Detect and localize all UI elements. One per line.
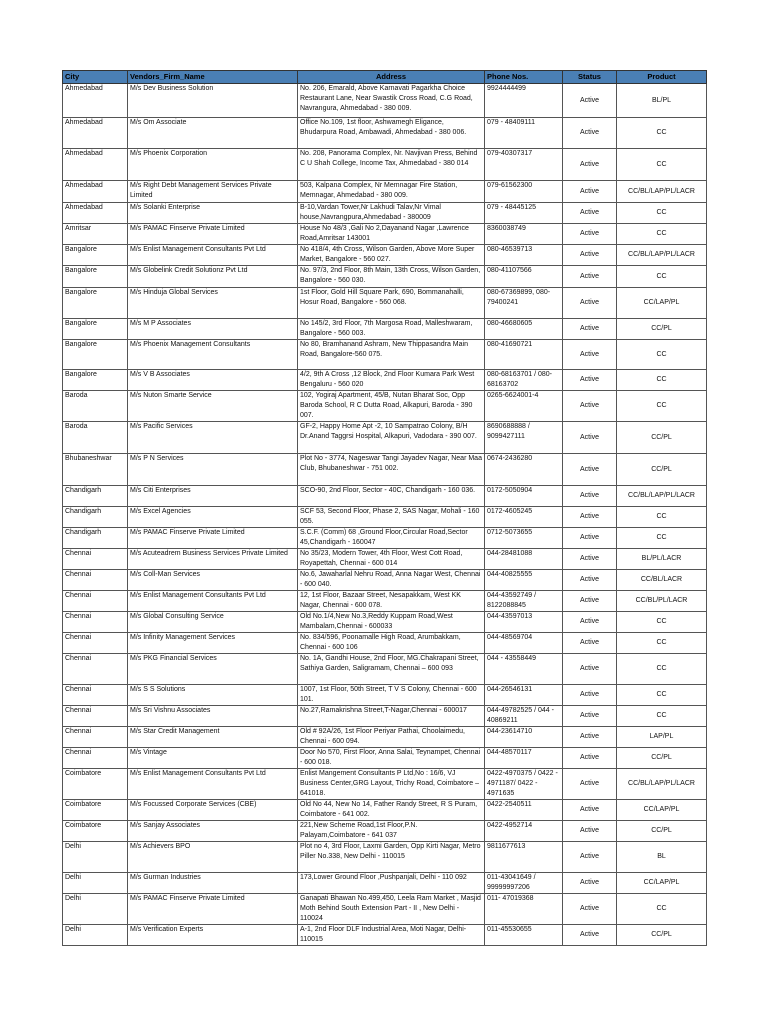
table-row: [63, 800, 707, 821]
cell-product: CC/LAP/PL: [617, 873, 707, 894]
cell-address: No. 834/596, Poonamalle High Road, Arumbakkam, Chennai - 600 106: [298, 633, 485, 654]
cell-product: BL/PL: [617, 84, 707, 118]
cell-phone: 080-46539713: [485, 245, 563, 266]
cell-address: Old No.1/4,New No.3,Reddy Kuppam Road,West Mambalam,Chennai - 600033: [298, 612, 485, 633]
cell-status: Active: [563, 319, 617, 340]
cell-product: CC/BL/PL/LACR: [617, 591, 707, 612]
cell-vendor: M/s Enlist Management Consultants Pvt Ltd: [128, 591, 298, 612]
cell-city: Chennai: [63, 591, 128, 612]
cell-phone: 044-48569704: [485, 633, 563, 654]
cell-city: Chennai: [63, 727, 128, 748]
cell-product: CC/PL: [617, 422, 707, 454]
cell-phone: 079-61562300: [485, 181, 563, 203]
table-row: [63, 370, 707, 391]
cell-address: 221,New Scheme Road,1st Floor,P.N. Palayam,Coimbatore - 641 037: [298, 821, 485, 842]
cell-vendor: M/s Focussed Corporate Services (CBE): [128, 800, 298, 821]
cell-status: Active: [563, 769, 617, 800]
cell-address: No.6, Jawaharlal Nehru Road, Anna Nagar West, Chennai - 600 040.: [298, 570, 485, 591]
cell-vendor: M/s Hinduja Global Services: [128, 288, 298, 319]
cell-product: CC/BL/LAP/PL/LACR: [617, 181, 707, 203]
cell-vendor: M/s Vintage: [128, 748, 298, 769]
cell-phone: 0422-2540511: [485, 800, 563, 821]
cell-vendor: M/s Sanjay Associates: [128, 821, 298, 842]
cell-product: BL/PL/LACR: [617, 549, 707, 570]
cell-city: Bhubaneshwar: [63, 454, 128, 486]
cell-product: CC: [617, 224, 707, 245]
cell-status: Active: [563, 633, 617, 654]
cell-city: Chandigarh: [63, 507, 128, 528]
cell-vendor: M/s Nuton Smarte Service: [128, 391, 298, 422]
cell-status: Active: [563, 245, 617, 266]
header-product: Product: [617, 71, 707, 84]
cell-address: 1007, 1st Floor, 50th Street, T V S Colony, Chennai - 600 101.: [298, 685, 485, 706]
cell-city: Chennai: [63, 654, 128, 685]
cell-vendor: M/s V B Associates: [128, 370, 298, 391]
table-row: [63, 748, 707, 769]
cell-vendor: M/s Coll-Man Services: [128, 570, 298, 591]
cell-product: CC: [617, 149, 707, 181]
cell-status: Active: [563, 266, 617, 288]
cell-city: Bangalore: [63, 319, 128, 340]
cell-city: Chennai: [63, 612, 128, 633]
cell-status: Active: [563, 549, 617, 570]
cell-address: Enlist Mangement Consultants P Ltd,No : 16/6, VJ Business Center,GRG Layout, Trichy Road, Coimbatore – 641018.: [298, 769, 485, 800]
cell-phone: 080-41107566: [485, 266, 563, 288]
cell-vendor: M/s Globelink Credit Solutionz Pvt Ltd: [128, 266, 298, 288]
cell-address: SCO-90, 2nd Floor, Sector - 40C, Chandigarh - 160 036.: [298, 486, 485, 507]
cell-status: Active: [563, 224, 617, 245]
cell-product: CC: [617, 706, 707, 727]
cell-vendor: M/s Verification Experts: [128, 925, 298, 946]
cell-phone: 044-40825555: [485, 570, 563, 591]
cell-status: Active: [563, 873, 617, 894]
cell-address: No. 206, Emarald, Above Karnavati Pagarkha Choice Restaurant Lane, Near Swastik Cross Road, C.G Road, Navrangura, Ahmedabad - 380 009.: [298, 84, 485, 118]
cell-address: No. 208, Panorama Complex, Nr. Navjivan Press, Behind C U Shah College, Income Tax, Ahmedabad - 380 014: [298, 149, 485, 181]
cell-vendor: M/s Dev Business Solution: [128, 84, 298, 118]
cell-product: CC: [617, 391, 707, 422]
cell-vendor: M/s Achievers BPO: [128, 842, 298, 873]
cell-phone: 011- 47019368: [485, 894, 563, 925]
cell-address: GF-2, Happy Home Apt -2, 10 Sampatrao Colony, B/H Dr.Anand Taggrsi Hospital, Alkapuri, Vadodara - 390 007.: [298, 422, 485, 454]
cell-phone: 8690688888 / 9099427111: [485, 422, 563, 454]
cell-phone: 0674-2436280: [485, 454, 563, 486]
cell-city: Chennai: [63, 706, 128, 727]
table-row: [63, 224, 707, 245]
cell-status: Active: [563, 727, 617, 748]
cell-vendor: M/s Global Consulting Service: [128, 612, 298, 633]
cell-city: Chennai: [63, 748, 128, 769]
cell-status: Active: [563, 454, 617, 486]
cell-phone: 080-67369899, 080-79400241: [485, 288, 563, 319]
table-row: [63, 288, 707, 319]
cell-vendor: M/s Phoenix Management Consultants: [128, 340, 298, 370]
table-row: [63, 727, 707, 748]
cell-product: CC: [617, 118, 707, 149]
cell-status: Active: [563, 340, 617, 370]
table-row: [63, 118, 707, 149]
cell-phone: 080-68163701 / 080-68163702: [485, 370, 563, 391]
cell-status: Active: [563, 391, 617, 422]
cell-phone: 044-43592749 / 8122088845: [485, 591, 563, 612]
cell-vendor: M/s M P Associates: [128, 319, 298, 340]
cell-city: Coimbatore: [63, 821, 128, 842]
cell-vendor: M/s Star Credit Management: [128, 727, 298, 748]
cell-vendor: M/s S S Solutions: [128, 685, 298, 706]
cell-phone: 044-26546131: [485, 685, 563, 706]
cell-status: Active: [563, 149, 617, 181]
cell-address: No 80, Bramhanand Ashram, New Thippasandra Main Road, Bangalore-560 075.: [298, 340, 485, 370]
table-row: [63, 821, 707, 842]
table-row: [63, 612, 707, 633]
cell-city: Chennai: [63, 549, 128, 570]
table-row: [63, 422, 707, 454]
cell-product: LAP/PL: [617, 727, 707, 748]
table-row: [63, 549, 707, 570]
cell-city: Bangalore: [63, 245, 128, 266]
cell-status: Active: [563, 203, 617, 224]
cell-phone: 044-49782525 / 044 - 40869211: [485, 706, 563, 727]
header-phone: Phone Nos.: [485, 71, 563, 84]
cell-address: 503, Kalpana Complex, Nr Memnagar Fire Station, Memnagar, Ahmedabad - 380 009.: [298, 181, 485, 203]
cell-product: BL: [617, 842, 707, 873]
cell-status: Active: [563, 370, 617, 391]
table-row: [63, 894, 707, 925]
cell-address: No 145/2, 3rd Floor, 7th Margosa Road, Malleshwaram, Bangalore - 560 003.: [298, 319, 485, 340]
table-row: [63, 925, 707, 946]
table-row: [63, 570, 707, 591]
header-status: Status: [563, 71, 617, 84]
cell-phone: 044-23614710: [485, 727, 563, 748]
cell-address: House No 48/3 ,Gali No 2,Dayanand Nagar ,Lawrence Road,Amritsar 143001: [298, 224, 485, 245]
table-row: [63, 873, 707, 894]
cell-phone: 8360038749: [485, 224, 563, 245]
cell-status: Active: [563, 570, 617, 591]
cell-product: CC/PL: [617, 925, 707, 946]
cell-vendor: M/s PKG Financial Services: [128, 654, 298, 685]
cell-status: Active: [563, 486, 617, 507]
cell-vendor: M/s Excel Agencies: [128, 507, 298, 528]
cell-status: Active: [563, 84, 617, 118]
cell-status: Active: [563, 894, 617, 925]
vendor-list-sheet: [62, 70, 706, 946]
cell-status: Active: [563, 706, 617, 727]
cell-city: Bangalore: [63, 370, 128, 391]
table-row: [63, 486, 707, 507]
cell-product: CC: [617, 894, 707, 925]
cell-phone: 9924444499: [485, 84, 563, 118]
table-row: [63, 149, 707, 181]
cell-vendor: M/s Enlist Management Consultants Pvt Ltd: [128, 769, 298, 800]
cell-address: No 35/23, Modern Tower, 4th Floor, West Cott Road, Royapettah, Chennai - 600 014: [298, 549, 485, 570]
cell-product: CC/BL/LAP/PL/LACR: [617, 245, 707, 266]
cell-city: Coimbatore: [63, 769, 128, 800]
cell-phone: 044-48570117: [485, 748, 563, 769]
table-row: [63, 454, 707, 486]
cell-phone: 011-43041649 / 99999997206: [485, 873, 563, 894]
cell-city: Ahmedabad: [63, 84, 128, 118]
cell-product: CC: [617, 340, 707, 370]
cell-city: Bangalore: [63, 288, 128, 319]
cell-product: CC/LAP/PL: [617, 800, 707, 821]
cell-address: Plot No - 3774, Nageswar Tangi Jayadev Nagar, Near Maa Club, Bhubaneshwar - 751 002.: [298, 454, 485, 486]
cell-address: S.C.F. (Comm) 68 ,Ground Floor,Circular Road,Sector 45,Chandigarh - 160047: [298, 528, 485, 549]
table-row: [63, 181, 707, 203]
cell-address: Old # 92A/26, 1st Floor Periyar Pathai, Choolaimedu, Chennai - 600 094.: [298, 727, 485, 748]
cell-vendor: M/s Solanki Enterprise: [128, 203, 298, 224]
cell-address: 173,Lower Ground Floor ,Pushpanjali, Delhi - 110 092: [298, 873, 485, 894]
cell-city: Coimbatore: [63, 800, 128, 821]
cell-vendor: M/s Citi Enterprises: [128, 486, 298, 507]
cell-status: Active: [563, 612, 617, 633]
cell-address: Ganapati Bhawan No.499,450, Leela Ram Market , Masjid Moth Behind South Extension Part - II , New Delhi - 110024: [298, 894, 485, 925]
cell-product: CC: [617, 685, 707, 706]
cell-vendor: M/s Om Associate: [128, 118, 298, 149]
cell-vendor: M/s PAMAC Finserve Private Limited: [128, 894, 298, 925]
cell-phone: 0422-4970375 / 0422 - 4971187/ 0422 - 4971635: [485, 769, 563, 800]
cell-product: CC/BL/LAP/PL/LACR: [617, 769, 707, 800]
cell-vendor: M/s Gurman Industries: [128, 873, 298, 894]
table-row: [63, 84, 707, 118]
cell-status: Active: [563, 288, 617, 319]
cell-city: Delhi: [63, 873, 128, 894]
header-row: [63, 71, 707, 84]
table-row: [63, 528, 707, 549]
cell-vendor: M/s PAMAC Finserve Private Limited: [128, 224, 298, 245]
cell-city: Chandigarh: [63, 528, 128, 549]
cell-product: CC: [617, 370, 707, 391]
table-row: [63, 340, 707, 370]
cell-status: Active: [563, 591, 617, 612]
cell-address: Office No.109, 1st floor, Ashwamegh Eligance, Bhudarpura Road, Ambawadi, Ahmedabad - 380 006.: [298, 118, 485, 149]
table-row: [63, 591, 707, 612]
cell-status: Active: [563, 800, 617, 821]
cell-product: CC: [617, 203, 707, 224]
cell-product: CC: [617, 528, 707, 549]
cell-product: CC/PL: [617, 319, 707, 340]
cell-city: Delhi: [63, 842, 128, 873]
cell-product: CC/PL: [617, 821, 707, 842]
cell-status: Active: [563, 685, 617, 706]
cell-product: CC/PL: [617, 454, 707, 486]
cell-vendor: M/s Infinity Management Services: [128, 633, 298, 654]
table-row: [63, 507, 707, 528]
cell-address: 1st Floor, Gold Hill Square Park, 690, Bommanahalli, Hosur Road, Bangalore - 560 068.: [298, 288, 485, 319]
cell-product: CC: [617, 266, 707, 288]
cell-phone: 044 - 43558449: [485, 654, 563, 685]
table-row: [63, 319, 707, 340]
cell-city: Baroda: [63, 391, 128, 422]
cell-product: CC: [617, 654, 707, 685]
cell-address: No. 97/3, 2nd Floor, 8th Main, 13th Cross, Wilson Garden, Bangalore - 560 030.: [298, 266, 485, 288]
cell-city: Chennai: [63, 570, 128, 591]
cell-address: 4/2, 9th A Cross ,12 Block, 2nd Floor Kumara Park West Bengaluru - 560 020: [298, 370, 485, 391]
cell-address: No.27,Ramakrishna Street,T-Nagar,Chennai - 600017: [298, 706, 485, 727]
cell-product: CC/LAP/PL: [617, 288, 707, 319]
cell-vendor: M/s Phoenix Corporation: [128, 149, 298, 181]
cell-phone: 9811677613: [485, 842, 563, 873]
cell-product: CC: [617, 633, 707, 654]
cell-address: B-10,Vardan Tower,Nr Lakhudi Talav,Nr Vimal house,Navrangpura,Ahmedabad - 380009: [298, 203, 485, 224]
cell-city: Ahmedabad: [63, 203, 128, 224]
table-row: [63, 842, 707, 873]
cell-address: A-1, 2nd Floor DLF Industrial Area, Moti Nagar, Delhi-110015: [298, 925, 485, 946]
cell-vendor: M/s PAMAC Finserve Private Limited: [128, 528, 298, 549]
cell-status: Active: [563, 507, 617, 528]
cell-vendor: M/s Right Debt Management Services Private Limited: [128, 181, 298, 203]
cell-city: Delhi: [63, 925, 128, 946]
cell-city: Bangalore: [63, 340, 128, 370]
cell-status: Active: [563, 842, 617, 873]
cell-address: No 418/4, 4th Cross, Wilson Garden, Above More Super Market, Bangalore - 560 027.: [298, 245, 485, 266]
table-row: [63, 654, 707, 685]
cell-address: SCF 53, Second Floor, Phase 2, SAS Nagar, Mohali - 160 055.: [298, 507, 485, 528]
cell-address: Old No 44, New No 14, Father Randy Street, R S Puram, Coimbatore - 641 002.: [298, 800, 485, 821]
cell-product: CC/BL/LAP/PL/LACR: [617, 486, 707, 507]
table-row: [63, 769, 707, 800]
cell-city: Chennai: [63, 633, 128, 654]
table-row: [63, 706, 707, 727]
cell-phone: 0172-4605245: [485, 507, 563, 528]
cell-status: Active: [563, 821, 617, 842]
cell-phone: 080-46680605: [485, 319, 563, 340]
cell-address: No. 1A, Gandhi House, 2nd Floor, MG.Chakrapani Street, Sathiya Garden, Saligramam, Chennai – 600 093: [298, 654, 485, 685]
cell-phone: 079 - 48445125: [485, 203, 563, 224]
cell-city: Delhi: [63, 894, 128, 925]
cell-address: Plot no 4, 3rd Floor, Laxmi Garden, Opp Kirti Nagar, Metro Piller No.338, New Delhi - 110015: [298, 842, 485, 873]
table-row: [63, 203, 707, 224]
cell-vendor: M/s Enlist Management Consultants Pvt Ltd: [128, 245, 298, 266]
cell-phone: 011-45530655: [485, 925, 563, 946]
cell-phone: 080-41690721: [485, 340, 563, 370]
cell-city: Chennai: [63, 685, 128, 706]
cell-vendor: M/s Sri Vishnu Associates: [128, 706, 298, 727]
cell-product: CC: [617, 612, 707, 633]
cell-address: 102, Yogiraj Apartment, 45/B, Nutan Bharat Soc, Opp Baroda School, R C Dutta Road, Alkapuri, Baroda - 390 007.: [298, 391, 485, 422]
cell-status: Active: [563, 118, 617, 149]
cell-status: Active: [563, 181, 617, 203]
cell-city: Amritsar: [63, 224, 128, 245]
cell-address: Door No 570, First Floor, Anna Salai, Teynampet, Chennai - 600 018.: [298, 748, 485, 769]
cell-phone: 0422-4952714: [485, 821, 563, 842]
cell-city: Bangalore: [63, 266, 128, 288]
table-row: [63, 266, 707, 288]
cell-phone: 0172-5050904: [485, 486, 563, 507]
cell-city: Ahmedabad: [63, 181, 128, 203]
cell-address: 12, 1st Floor, Bazaar Street, Nesapakkam, West KK Nagar, Chennai - 600 078.: [298, 591, 485, 612]
header-vendor: Vendors_Firm_Name: [128, 71, 298, 84]
cell-vendor: M/s Acuteadrem Business Services Private Limited: [128, 549, 298, 570]
cell-status: Active: [563, 422, 617, 454]
table-row: [63, 391, 707, 422]
cell-phone: 0712-5073655: [485, 528, 563, 549]
cell-product: CC/PL: [617, 748, 707, 769]
table-row: [63, 685, 707, 706]
cell-vendor: M/s P N Services: [128, 454, 298, 486]
cell-phone: 044-28481088: [485, 549, 563, 570]
cell-city: Ahmedabad: [63, 118, 128, 149]
cell-status: Active: [563, 654, 617, 685]
cell-phone: 044-43597013: [485, 612, 563, 633]
header-city: City: [63, 71, 128, 84]
cell-phone: 0265-6624001-4: [485, 391, 563, 422]
table-row: [63, 633, 707, 654]
cell-phone: 079 - 48409111: [485, 118, 563, 149]
cell-status: Active: [563, 528, 617, 549]
cell-product: CC/BL/LACR: [617, 570, 707, 591]
cell-city: Chandigarh: [63, 486, 128, 507]
vendor-table: [62, 70, 707, 946]
cell-phone: 079-40307317: [485, 149, 563, 181]
cell-vendor: M/s Pacific Services: [128, 422, 298, 454]
cell-city: Ahmedabad: [63, 149, 128, 181]
cell-status: Active: [563, 925, 617, 946]
header-address: Address: [298, 71, 485, 84]
cell-product: CC: [617, 507, 707, 528]
cell-city: Baroda: [63, 422, 128, 454]
cell-status: Active: [563, 748, 617, 769]
table-row: [63, 245, 707, 266]
